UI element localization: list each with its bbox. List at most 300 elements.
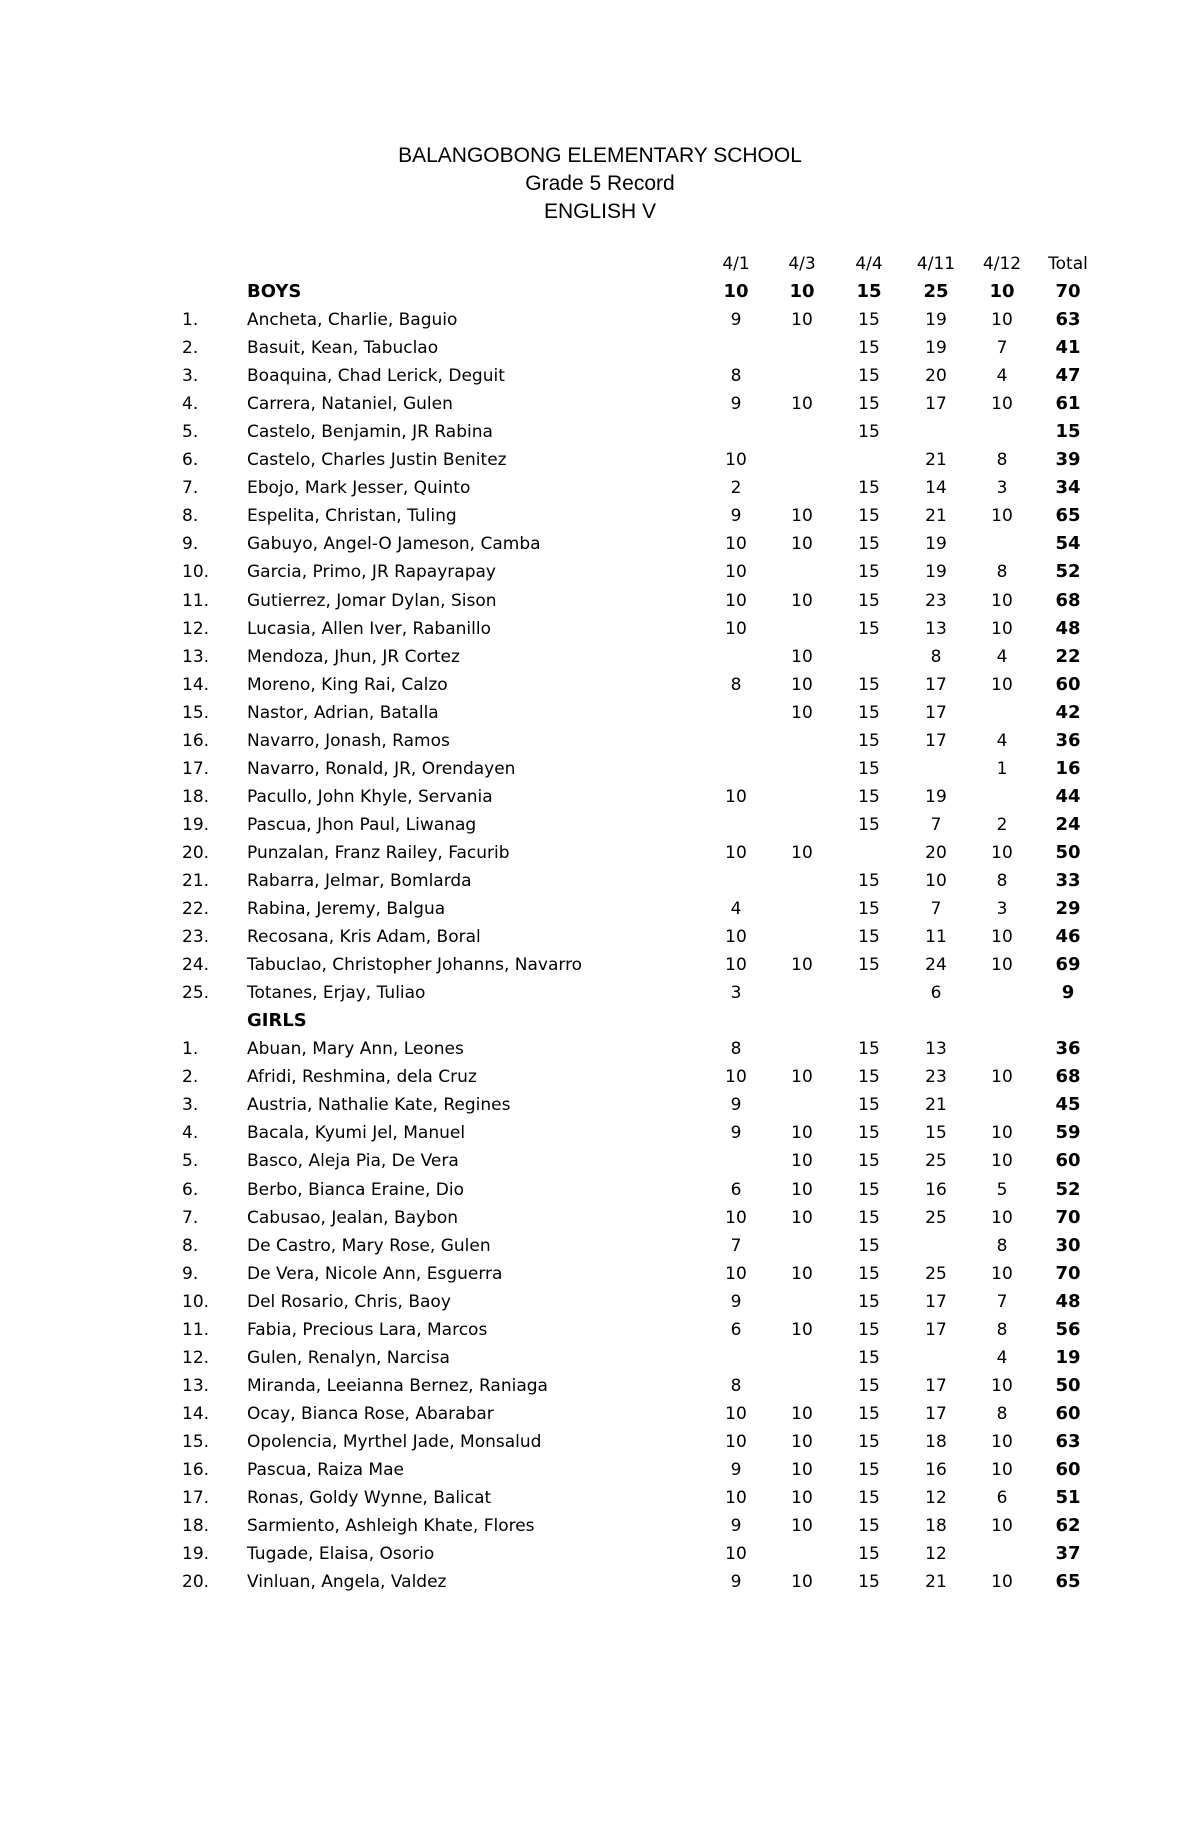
score-cell: 10 [991, 310, 1013, 330]
student-name: Opolencia, Myrthel Jade, Monsalud [247, 1432, 542, 1452]
score-cell: 10 [725, 843, 747, 863]
total-cell: 37 [1055, 1543, 1081, 1564]
total-cell: 68 [1055, 590, 1081, 611]
student-number: 2. [182, 1067, 199, 1087]
total-cell: 62 [1055, 1515, 1081, 1536]
school-name: BALANGOBONG ELEMENTARY SCHOOL [398, 144, 802, 167]
student-name: Bacala, Kyumi Jel, Manuel [247, 1123, 466, 1143]
student-row [0, 923, 1200, 951]
score-cell: 10 [725, 1544, 747, 1564]
score-cell: 9 [730, 1095, 742, 1115]
column-header-date: 4/11 [916, 254, 956, 274]
score-cell: 10 [991, 1516, 1013, 1536]
score-cell: 9 [730, 506, 742, 526]
score-cell: 10 [991, 1208, 1013, 1228]
score-cell: 10 [991, 619, 1013, 639]
score-cell: 15 [858, 1460, 880, 1480]
score-cell: 12 [925, 1544, 947, 1564]
score-cell: 15 [858, 1264, 880, 1284]
total-cell: 22 [1055, 646, 1081, 667]
score-cell: 10 [791, 1151, 813, 1171]
student-row [0, 530, 1200, 558]
student-row [0, 1232, 1200, 1260]
student-name: Navarro, Ronald, JR, Orendayen [247, 759, 516, 779]
total-cell: 56 [1055, 1319, 1081, 1340]
score-cell: 15 [858, 1208, 880, 1228]
column-header-date: 4/12 [982, 254, 1022, 274]
score-cell: 15 [858, 1095, 880, 1115]
student-number: 8. [182, 506, 199, 526]
student-number: 15. [182, 1432, 210, 1452]
score-cell: 19 [925, 310, 947, 330]
score-cell: 10 [725, 1488, 747, 1508]
student-name: Afridi, Reshmina, dela Cruz [247, 1067, 477, 1087]
score-cell: 15 [858, 1544, 880, 1564]
score-cell: 10 [791, 647, 813, 667]
student-name: Del Rosario, Chris, Baoy [247, 1292, 451, 1312]
student-name: Nastor, Adrian, Batalla [247, 703, 439, 723]
student-number: 5. [182, 1151, 199, 1171]
student-row [0, 558, 1200, 586]
score-cell: 10 [791, 534, 813, 554]
column-header-date: 4/3 [788, 254, 816, 274]
total-cell: 61 [1055, 393, 1081, 414]
section-label-boys: BOYS [247, 281, 302, 302]
score-cell: 10 [791, 506, 813, 526]
score-cell: 15 [858, 619, 880, 639]
score-cell: 9 [730, 1572, 742, 1592]
total-cell: 65 [1055, 1571, 1081, 1592]
score-cell: 10 [791, 1488, 813, 1508]
score-cell: 15 [858, 703, 880, 723]
score-cell: 13 [925, 1039, 947, 1059]
score-cell: 8 [996, 450, 1008, 470]
student-row [0, 895, 1200, 923]
student-row [0, 755, 1200, 783]
score-cell: 10 [791, 1516, 813, 1536]
score-cell: 7 [730, 1236, 742, 1256]
score-cell: 15 [858, 815, 880, 835]
score-cell: 17 [925, 731, 947, 751]
score-cell: 15 [858, 1432, 880, 1452]
score-cell: 21 [925, 450, 947, 470]
score-cell: 15 [858, 591, 880, 611]
score-cell: 21 [925, 506, 947, 526]
score-cell: 15 [858, 1572, 880, 1592]
score-cell: 15 [858, 1348, 880, 1368]
score-cell: 20 [925, 843, 947, 863]
student-number: 10. [182, 562, 210, 582]
score-cell: 10 [991, 1123, 1013, 1143]
score-cell: 10 [725, 1208, 747, 1228]
student-row [0, 951, 1200, 979]
total-cell: 30 [1055, 1235, 1081, 1256]
max-score: 10 [789, 281, 815, 302]
total-cell: 41 [1055, 337, 1081, 358]
score-cell: 6 [996, 1488, 1008, 1508]
score-cell: 10 [791, 675, 813, 695]
max-score: 25 [923, 281, 949, 302]
student-name: Cabusao, Jealan, Baybon [247, 1208, 459, 1228]
student-name: Gabuyo, Angel-O Jameson, Camba [247, 534, 541, 554]
score-cell: 9 [730, 310, 742, 330]
score-cell: 17 [925, 703, 947, 723]
student-number: 24. [182, 955, 210, 975]
subject-title: ENGLISH V [543, 200, 657, 223]
student-row [0, 1147, 1200, 1175]
student-row [0, 783, 1200, 811]
score-cell: 15 [925, 1123, 947, 1143]
student-number: 9. [182, 1264, 199, 1284]
student-number: 25. [182, 983, 210, 1003]
student-row [0, 1456, 1200, 1484]
student-number: 21. [182, 871, 210, 891]
total-cell: 59 [1055, 1122, 1081, 1143]
total-cell: 50 [1055, 1375, 1081, 1396]
student-row [0, 1316, 1200, 1344]
score-cell: 10 [991, 506, 1013, 526]
score-cell: 8 [730, 1376, 742, 1396]
score-cell: 8 [996, 1320, 1008, 1340]
student-name: Ronas, Goldy Wynne, Balicat [247, 1488, 492, 1508]
score-cell: 10 [791, 591, 813, 611]
score-cell: 10 [791, 1208, 813, 1228]
score-cell: 5 [996, 1180, 1008, 1200]
score-cell: 10 [991, 394, 1013, 414]
student-number: 12. [182, 619, 210, 639]
score-cell: 15 [858, 927, 880, 947]
student-number: 3. [182, 1095, 199, 1115]
score-cell: 8 [996, 1404, 1008, 1424]
student-name: Miranda, Leeianna Bernez, Raniaga [247, 1376, 548, 1396]
student-row [0, 334, 1200, 362]
score-cell: 10 [991, 675, 1013, 695]
student-number: 6. [182, 1180, 199, 1200]
student-name: Navarro, Jonash, Ramos [247, 731, 450, 751]
score-cell: 12 [925, 1488, 947, 1508]
total-cell: 63 [1055, 309, 1081, 330]
student-row [0, 867, 1200, 895]
student-row [0, 502, 1200, 530]
student-row [0, 1063, 1200, 1091]
student-name: Pacullo, John Khyle, Servania [247, 787, 493, 807]
score-cell: 4 [996, 731, 1008, 751]
score-cell: 10 [791, 1180, 813, 1200]
score-cell: 10 [725, 534, 747, 554]
score-cell: 15 [858, 787, 880, 807]
score-cell: 11 [925, 927, 947, 947]
student-name: Totanes, Erjay, Tuliao [247, 983, 426, 1003]
student-number: 19. [182, 815, 210, 835]
score-cell: 10 [725, 1432, 747, 1452]
score-cell: 10 [725, 619, 747, 639]
score-cell: 10 [991, 1376, 1013, 1396]
student-name: Ebojo, Mark Jesser, Quinto [247, 478, 471, 498]
max-score: 15 [856, 281, 882, 302]
student-row [0, 446, 1200, 474]
student-name: Rabarra, Jelmar, Bomlarda [247, 871, 472, 891]
student-name: Garcia, Primo, JR Rapayrapay [247, 562, 496, 582]
student-row [0, 1288, 1200, 1316]
student-name: Mendoza, Jhun, JR Cortez [247, 647, 460, 667]
total-cell: 48 [1055, 1291, 1081, 1312]
score-cell: 19 [925, 338, 947, 358]
student-row [0, 1344, 1200, 1372]
score-cell: 15 [858, 1067, 880, 1087]
score-cell: 15 [858, 1180, 880, 1200]
score-cell: 10 [725, 562, 747, 582]
student-name: Abuan, Mary Ann, Leones [247, 1039, 464, 1059]
score-cell: 8 [996, 871, 1008, 891]
column-header-date: 4/4 [855, 254, 883, 274]
student-row [0, 671, 1200, 699]
score-cell: 10 [725, 1264, 747, 1284]
score-cell: 10 [791, 703, 813, 723]
score-cell: 10 [991, 843, 1013, 863]
score-cell: 25 [925, 1208, 947, 1228]
score-cell: 17 [925, 1376, 947, 1396]
student-name: Berbo, Bianca Eraine, Dio [247, 1180, 464, 1200]
total-cell: 16 [1055, 758, 1081, 779]
score-cell: 15 [858, 422, 880, 442]
total-cell: 48 [1055, 618, 1081, 639]
total-cell: 50 [1055, 842, 1081, 863]
student-number: 17. [182, 759, 210, 779]
score-cell: 8 [730, 366, 742, 386]
score-cell: 8 [930, 647, 942, 667]
student-name: Ocay, Bianca Rose, Abarabar [247, 1404, 494, 1424]
score-cell: 7 [996, 338, 1008, 358]
score-cell: 6 [730, 1180, 742, 1200]
score-cell: 15 [858, 955, 880, 975]
total-cell: 39 [1055, 449, 1081, 470]
total-cell: 36 [1055, 1038, 1081, 1059]
score-cell: 4 [996, 647, 1008, 667]
score-cell: 10 [791, 1067, 813, 1087]
score-cell: 10 [991, 1067, 1013, 1087]
score-cell: 15 [858, 1488, 880, 1508]
student-number: 18. [182, 1516, 210, 1536]
score-cell: 8 [730, 1039, 742, 1059]
score-cell: 18 [925, 1432, 947, 1452]
student-name: De Castro, Mary Rose, Gulen [247, 1236, 491, 1256]
score-cell: 15 [858, 1151, 880, 1171]
score-cell: 10 [725, 450, 747, 470]
score-cell: 17 [925, 675, 947, 695]
max-score: 10 [723, 281, 749, 302]
score-cell: 16 [925, 1180, 947, 1200]
student-row [0, 1484, 1200, 1512]
student-number: 23. [182, 927, 210, 947]
student-row [0, 390, 1200, 418]
total-cell: 42 [1055, 702, 1081, 723]
student-name: Castelo, Benjamin, JR Rabina [247, 422, 493, 442]
student-row [0, 1260, 1200, 1288]
student-name: Recosana, Kris Adam, Boral [247, 927, 481, 947]
score-cell: 15 [858, 562, 880, 582]
score-cell: 19 [925, 787, 947, 807]
score-cell: 15 [858, 1039, 880, 1059]
score-cell: 2 [730, 478, 742, 498]
score-cell: 1 [996, 759, 1008, 779]
total-cell: 60 [1055, 1459, 1081, 1480]
score-cell: 15 [858, 366, 880, 386]
student-number: 18. [182, 787, 210, 807]
score-cell: 19 [925, 562, 947, 582]
student-number: 11. [182, 1320, 210, 1340]
student-row [0, 979, 1200, 1007]
student-row [0, 1400, 1200, 1428]
student-number: 13. [182, 1376, 210, 1396]
score-cell: 15 [858, 1236, 880, 1256]
score-cell: 9 [730, 1123, 742, 1143]
score-cell: 9 [730, 1460, 742, 1480]
student-name: De Vera, Nicole Ann, Esguerra [247, 1264, 503, 1284]
score-cell: 21 [925, 1095, 947, 1115]
total-cell: 33 [1055, 870, 1081, 891]
student-number: 7. [182, 1208, 199, 1228]
student-name: Lucasia, Allen Iver, Rabanillo [247, 619, 491, 639]
score-cell: 15 [858, 310, 880, 330]
total-cell: 69 [1055, 954, 1081, 975]
score-cell: 4 [730, 899, 742, 919]
score-cell: 17 [925, 394, 947, 414]
score-cell: 17 [925, 1292, 947, 1312]
student-name: Boaquina, Chad Lerick, Deguit [247, 366, 505, 386]
student-row [0, 727, 1200, 755]
score-cell: 13 [925, 619, 947, 639]
total-cell: 29 [1055, 898, 1081, 919]
total-cell: 68 [1055, 1066, 1081, 1087]
score-cell: 10 [991, 1151, 1013, 1171]
score-cell: 15 [858, 394, 880, 414]
score-cell: 10 [791, 310, 813, 330]
boys-max-score-row [0, 278, 1200, 306]
score-cell: 19 [925, 534, 947, 554]
student-number: 19. [182, 1544, 210, 1564]
score-cell: 18 [925, 1516, 947, 1536]
total-cell: 47 [1055, 365, 1081, 386]
score-cell: 4 [996, 366, 1008, 386]
score-cell: 15 [858, 675, 880, 695]
score-cell: 10 [791, 1123, 813, 1143]
student-row [0, 587, 1200, 615]
score-cell: 10 [991, 927, 1013, 947]
student-name: Ancheta, Charlie, Baguio [247, 310, 458, 330]
max-total: 70 [1055, 281, 1081, 302]
total-cell: 63 [1055, 1431, 1081, 1452]
score-cell: 25 [925, 1151, 947, 1171]
score-cell: 10 [791, 1432, 813, 1452]
score-cell: 7 [930, 899, 942, 919]
score-cell: 10 [725, 1404, 747, 1424]
score-cell: 23 [925, 591, 947, 611]
student-row [0, 1204, 1200, 1232]
student-number: 4. [182, 1123, 199, 1143]
score-cell: 17 [925, 1320, 947, 1340]
score-cell: 10 [991, 1572, 1013, 1592]
student-row [0, 362, 1200, 390]
score-cell: 15 [858, 1320, 880, 1340]
score-cell: 16 [925, 1460, 947, 1480]
score-cell: 10 [791, 1572, 813, 1592]
score-cell: 15 [858, 1404, 880, 1424]
score-cell: 15 [858, 871, 880, 891]
column-header-date: 4/1 [722, 254, 750, 274]
student-name: Rabina, Jeremy, Balgua [247, 899, 446, 919]
score-cell: 20 [925, 366, 947, 386]
student-name: Basuit, Kean, Tabuclao [247, 338, 439, 358]
student-row [0, 1091, 1200, 1119]
total-cell: 34 [1055, 477, 1081, 498]
score-cell: 10 [991, 591, 1013, 611]
student-row [0, 1568, 1200, 1596]
student-row [0, 1512, 1200, 1540]
score-cell: 10 [725, 955, 747, 975]
score-cell: 10 [791, 955, 813, 975]
student-name: Gulen, Renalyn, Narcisa [247, 1348, 450, 1368]
total-cell: 24 [1055, 814, 1081, 835]
total-cell: 46 [1055, 926, 1081, 947]
score-cell: 10 [725, 591, 747, 611]
student-name: Pascua, Jhon Paul, Liwanag [247, 815, 477, 835]
score-cell: 10 [725, 1067, 747, 1087]
score-cell: 4 [996, 1348, 1008, 1368]
student-name: Austria, Nathalie Kate, Regines [247, 1095, 511, 1115]
score-cell: 10 [791, 1404, 813, 1424]
total-cell: 51 [1055, 1487, 1081, 1508]
student-number: 4. [182, 394, 199, 414]
student-number: 16. [182, 731, 210, 751]
score-cell: 10 [925, 871, 947, 891]
score-cell: 17 [925, 1404, 947, 1424]
total-cell: 65 [1055, 505, 1081, 526]
student-number: 9. [182, 534, 199, 554]
score-cell: 7 [930, 815, 942, 835]
score-cell: 10 [791, 394, 813, 414]
score-cell: 15 [858, 1123, 880, 1143]
total-cell: 60 [1055, 674, 1081, 695]
student-name: Espelita, Christan, Tuling [247, 506, 457, 526]
score-cell: 15 [858, 1292, 880, 1312]
student-number: 16. [182, 1460, 210, 1480]
score-cell: 3 [996, 899, 1008, 919]
total-cell: 15 [1055, 421, 1081, 442]
record-title: Grade 5 Record [525, 172, 675, 195]
student-number: 14. [182, 1404, 210, 1424]
section-label-girls: GIRLS [247, 1010, 307, 1031]
student-name: Basco, Aleja Pia, De Vera [247, 1151, 459, 1171]
score-cell: 8 [996, 562, 1008, 582]
student-number: 20. [182, 1572, 210, 1592]
student-row [0, 839, 1200, 867]
student-name: Tugade, Elaisa, Osorio [247, 1544, 435, 1564]
total-cell: 52 [1055, 1179, 1081, 1200]
document-header [0, 142, 1200, 226]
score-cell: 9 [730, 1516, 742, 1536]
score-cell: 7 [996, 1292, 1008, 1312]
total-cell: 70 [1055, 1207, 1081, 1228]
student-number: 8. [182, 1236, 199, 1256]
score-cell: 10 [991, 1432, 1013, 1452]
student-name: Gutierrez, Jomar Dylan, Sison [247, 591, 497, 611]
score-cell: 10 [791, 1320, 813, 1340]
student-number: 14. [182, 675, 210, 695]
student-row [0, 1372, 1200, 1400]
score-cell: 15 [858, 338, 880, 358]
score-cell: 10 [791, 843, 813, 863]
score-cell: 10 [991, 955, 1013, 975]
